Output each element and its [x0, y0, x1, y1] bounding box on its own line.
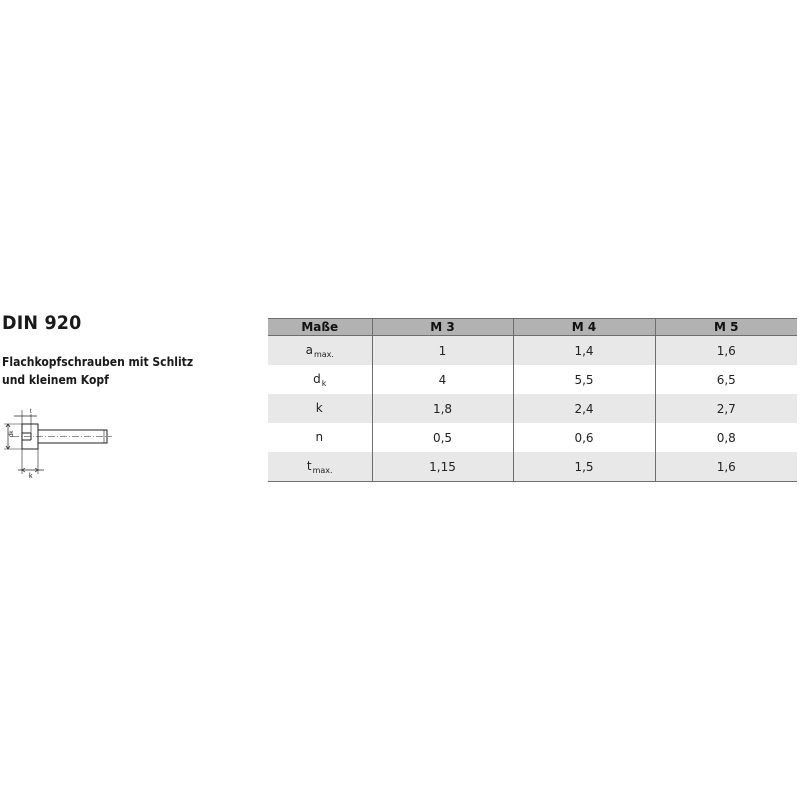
- table-row-dk: [268, 365, 797, 394]
- k-label: k: [29, 473, 33, 480]
- page-subtitle: [2, 353, 193, 389]
- table-row-k: [268, 394, 797, 423]
- table-cell: 1,8: [372, 394, 513, 423]
- table-cell: 0,8: [655, 423, 797, 452]
- table-row-t: [268, 452, 797, 482]
- table-cell: 0,6: [513, 423, 655, 452]
- table-row-a: [268, 336, 797, 366]
- table-cell: 1,15: [372, 452, 513, 482]
- header-m4: M 4: [513, 319, 655, 336]
- table-cell: 5,5: [513, 365, 655, 394]
- row-symbol: k: [268, 394, 372, 423]
- header-m5: M 5: [655, 319, 797, 336]
- table-cell: 0,5: [372, 423, 513, 452]
- subtitle-line-1: Flachkopfschrauben mit Schlitz: [2, 355, 194, 369]
- table-cell: 1,6: [655, 336, 797, 366]
- dimensions-table: [268, 318, 797, 482]
- subtitle-line-2: und kleinem Kopf: [2, 373, 109, 387]
- table-cell: 1: [372, 336, 513, 366]
- table-cell: 2,4: [513, 394, 655, 423]
- table-cell: 6,5: [655, 365, 797, 394]
- table-cell: 1,4: [513, 336, 655, 366]
- table-cell: 1,5: [513, 452, 655, 482]
- dk-label: dk: [9, 430, 15, 437]
- row-symbol: $a_{max.}$: [268, 336, 372, 366]
- row-symbol: $t_{max.}$: [268, 452, 372, 482]
- table-cell: 1,6: [655, 452, 797, 482]
- header-m3: M 3: [372, 319, 513, 336]
- header-masse: Maße: [268, 319, 372, 336]
- screw-drawing: [0, 404, 115, 482]
- table-header-row: [268, 319, 797, 336]
- row-symbol: n: [315, 429, 324, 444]
- table-row-n: [268, 423, 797, 452]
- table-cell: 2,7: [655, 394, 797, 423]
- t-label: t: [30, 409, 32, 415]
- page-title: DIN 920: [2, 312, 82, 334]
- row-symbol: $d_k$: [313, 371, 327, 388]
- table-cell: 4: [372, 365, 513, 394]
